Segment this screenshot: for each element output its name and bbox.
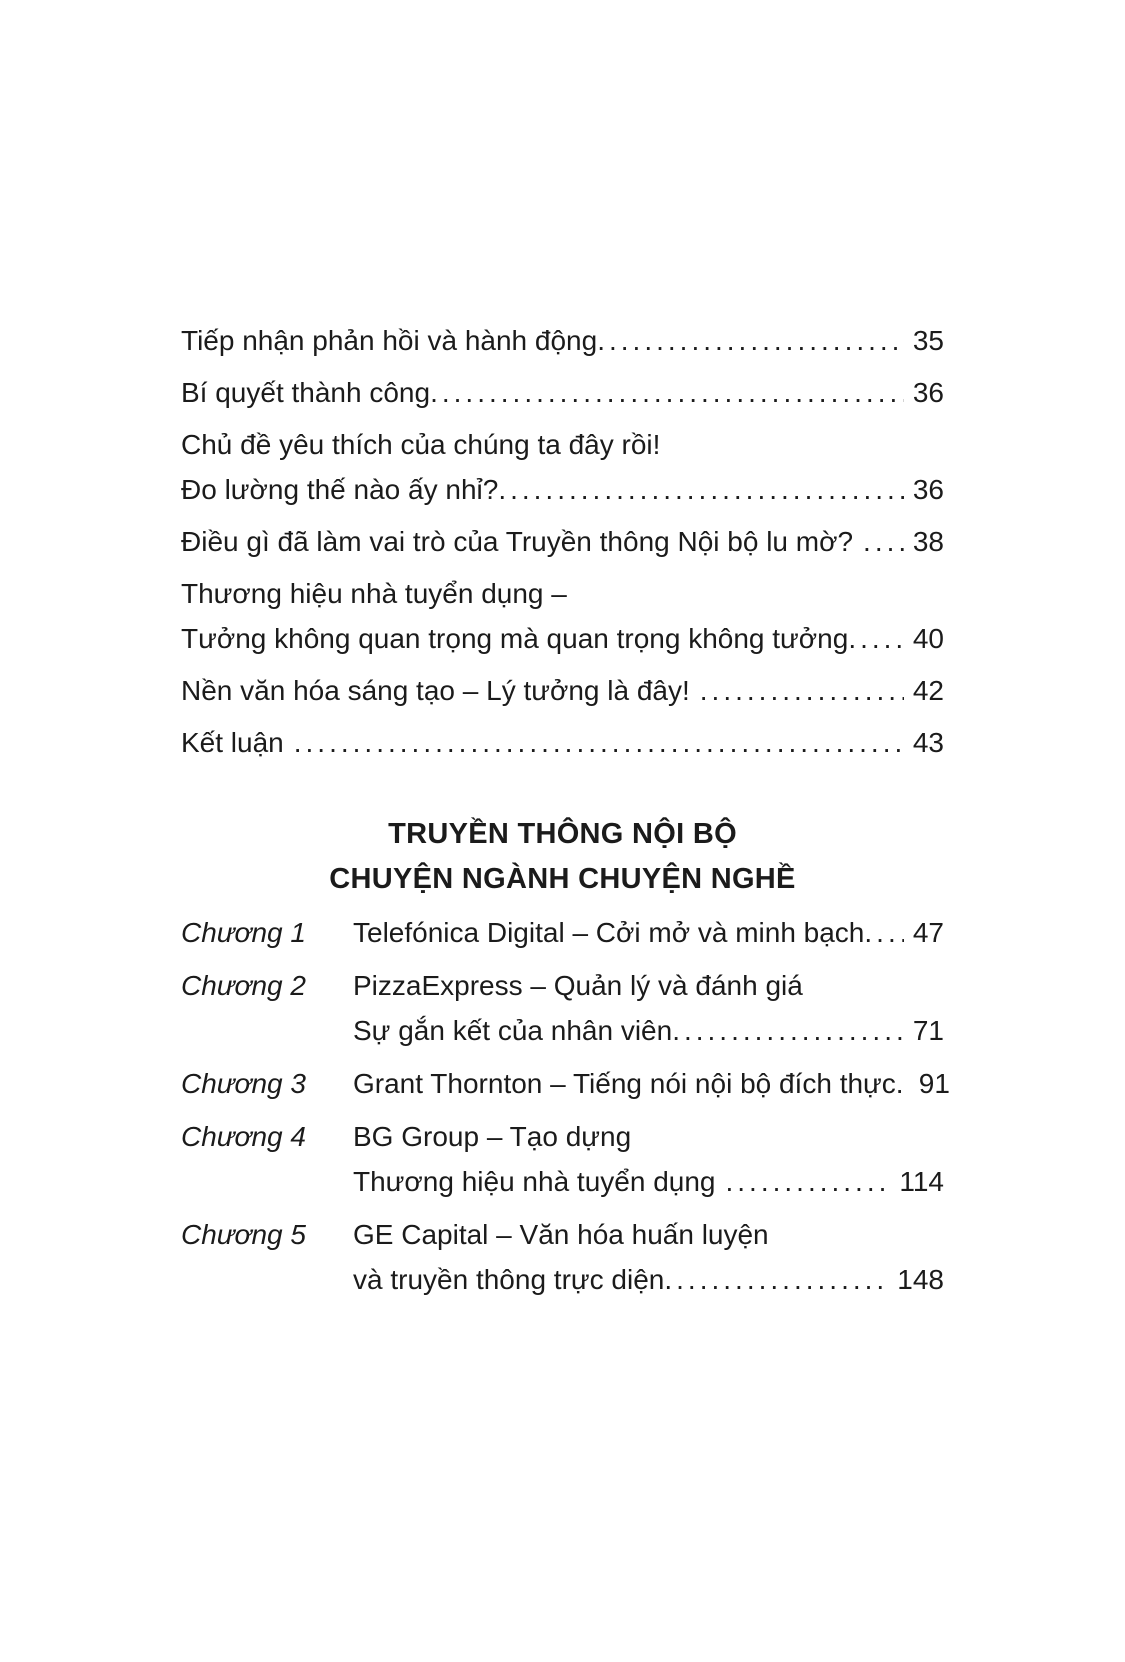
toc-entry-title: Bí quyết thành công	[181, 377, 431, 408]
dot-leader	[863, 519, 904, 564]
dot-leader	[430, 370, 904, 415]
part-title-line-1: TRUYỀN THÔNG NỘI BỘ	[388, 818, 737, 850]
chapter-title-line	[353, 963, 944, 1008]
page-number: 35	[912, 325, 944, 356]
page-number: 38	[912, 526, 944, 557]
toc-entry-title: Kết luận	[181, 727, 284, 758]
dot-leader	[664, 1257, 888, 1302]
toc-entry	[181, 571, 944, 661]
page-number: 42	[912, 675, 944, 706]
toc-entry-title: Nền văn hóa sáng tạo – Lý tưởng là đây!	[181, 675, 690, 706]
toc-entry-line	[181, 720, 944, 765]
chapter-title: BG Group – Tạo dựng	[353, 1121, 632, 1152]
chapter-title-line	[353, 1212, 944, 1257]
toc-entry-line	[181, 668, 944, 713]
chapter-title-line	[353, 1159, 944, 1204]
page-number: 91	[918, 1068, 950, 1099]
toc-entry-title: Thương hiệu nhà tuyển dụng –	[181, 578, 567, 609]
chapter-body	[353, 1061, 950, 1106]
chapter-title: GE Capital – Văn hóa huấn luyện	[353, 1219, 769, 1250]
page-number: 47	[912, 917, 944, 948]
chapter-title: PizzaExpress – Quản lý và đánh giá	[353, 970, 803, 1001]
toc-entry	[181, 318, 944, 363]
toc-entry-title: Điều gì đã làm vai trò của Truyền thông Nội bộ lu mờ?	[181, 526, 854, 557]
toc-entry-title: Đo lường thế nào ấy nhỉ?	[181, 474, 499, 505]
chapter-title-line	[353, 1008, 944, 1053]
chapter-row	[181, 910, 944, 955]
part-title	[181, 812, 944, 902]
toc-entry-line	[181, 571, 944, 616]
toc-entry	[181, 720, 944, 765]
toc-entry-line	[181, 370, 944, 415]
toc-entry-title: Tưởng không quan trọng mà quan trọng không tưởng	[181, 623, 849, 654]
dot-leader	[864, 910, 903, 955]
chapter-title: Thương hiệu nhà tuyển dụng	[353, 1166, 716, 1197]
toc-entry-line	[181, 318, 944, 363]
dot-leader	[597, 318, 904, 363]
chapter-body	[353, 1212, 944, 1302]
dot-leader	[725, 1159, 890, 1204]
toc-entry-title: Tiếp nhận phản hồi và hành động	[181, 325, 598, 356]
chapter-body	[353, 963, 944, 1053]
dot-leader	[498, 467, 904, 512]
chapter-title: Telefónica Digital – Cởi mở và minh bạch	[353, 917, 865, 948]
chapter-title-line	[353, 910, 944, 955]
page-number: 148	[897, 1264, 944, 1295]
chapter-row	[181, 963, 944, 1053]
chapter-title-line	[353, 1257, 944, 1302]
part-title-line-2: CHUYỆN NGÀNH CHUYỆN NGHỀ	[329, 863, 796, 895]
chapter-body	[353, 1114, 944, 1204]
toc-entry-line	[181, 519, 944, 564]
chapter-label: Chương 1	[181, 917, 306, 948]
page-number: 36	[912, 377, 944, 408]
chapter-row	[181, 1061, 950, 1106]
chapter-row	[181, 1114, 944, 1204]
toc-entry-line	[181, 467, 944, 512]
toc-entry-line	[181, 422, 944, 467]
page-number: 43	[912, 727, 944, 758]
page-number: 40	[912, 623, 944, 654]
toc-entry-title: Chủ đề yêu thích của chúng ta đây rồi!	[181, 429, 661, 460]
table-of-contents	[181, 318, 950, 1310]
chapter-label: Chương 3	[181, 1068, 306, 1099]
toc-entry	[181, 519, 944, 564]
dot-leader	[294, 720, 904, 765]
chapter-title: Grant Thornton – Tiếng nói nội bộ đích thực	[353, 1068, 896, 1099]
chapter-title: và truyền thông trực diện	[353, 1264, 665, 1295]
page-number: 114	[899, 1166, 944, 1197]
chapter-label: Chương 2	[181, 970, 306, 1001]
dot-leader	[700, 668, 904, 713]
chapter-title: Sự gắn kết của nhân viên	[353, 1015, 673, 1046]
chapter-body	[353, 910, 944, 955]
toc-entry	[181, 668, 944, 713]
toc-entry-line	[181, 616, 944, 661]
toc-entry	[181, 422, 944, 512]
page-number: 71	[912, 1015, 944, 1046]
chapter-label: Chương 4	[181, 1121, 306, 1152]
chapter-title-line	[353, 1061, 950, 1106]
chapter-title-line	[353, 1114, 944, 1159]
dot-leader	[896, 1061, 910, 1106]
toc-entry	[181, 370, 944, 415]
chapter-row	[181, 1212, 944, 1302]
chapter-label: Chương 5	[181, 1219, 306, 1250]
dot-leader	[672, 1008, 904, 1053]
dot-leader	[848, 616, 904, 661]
page-number: 36	[912, 474, 944, 505]
